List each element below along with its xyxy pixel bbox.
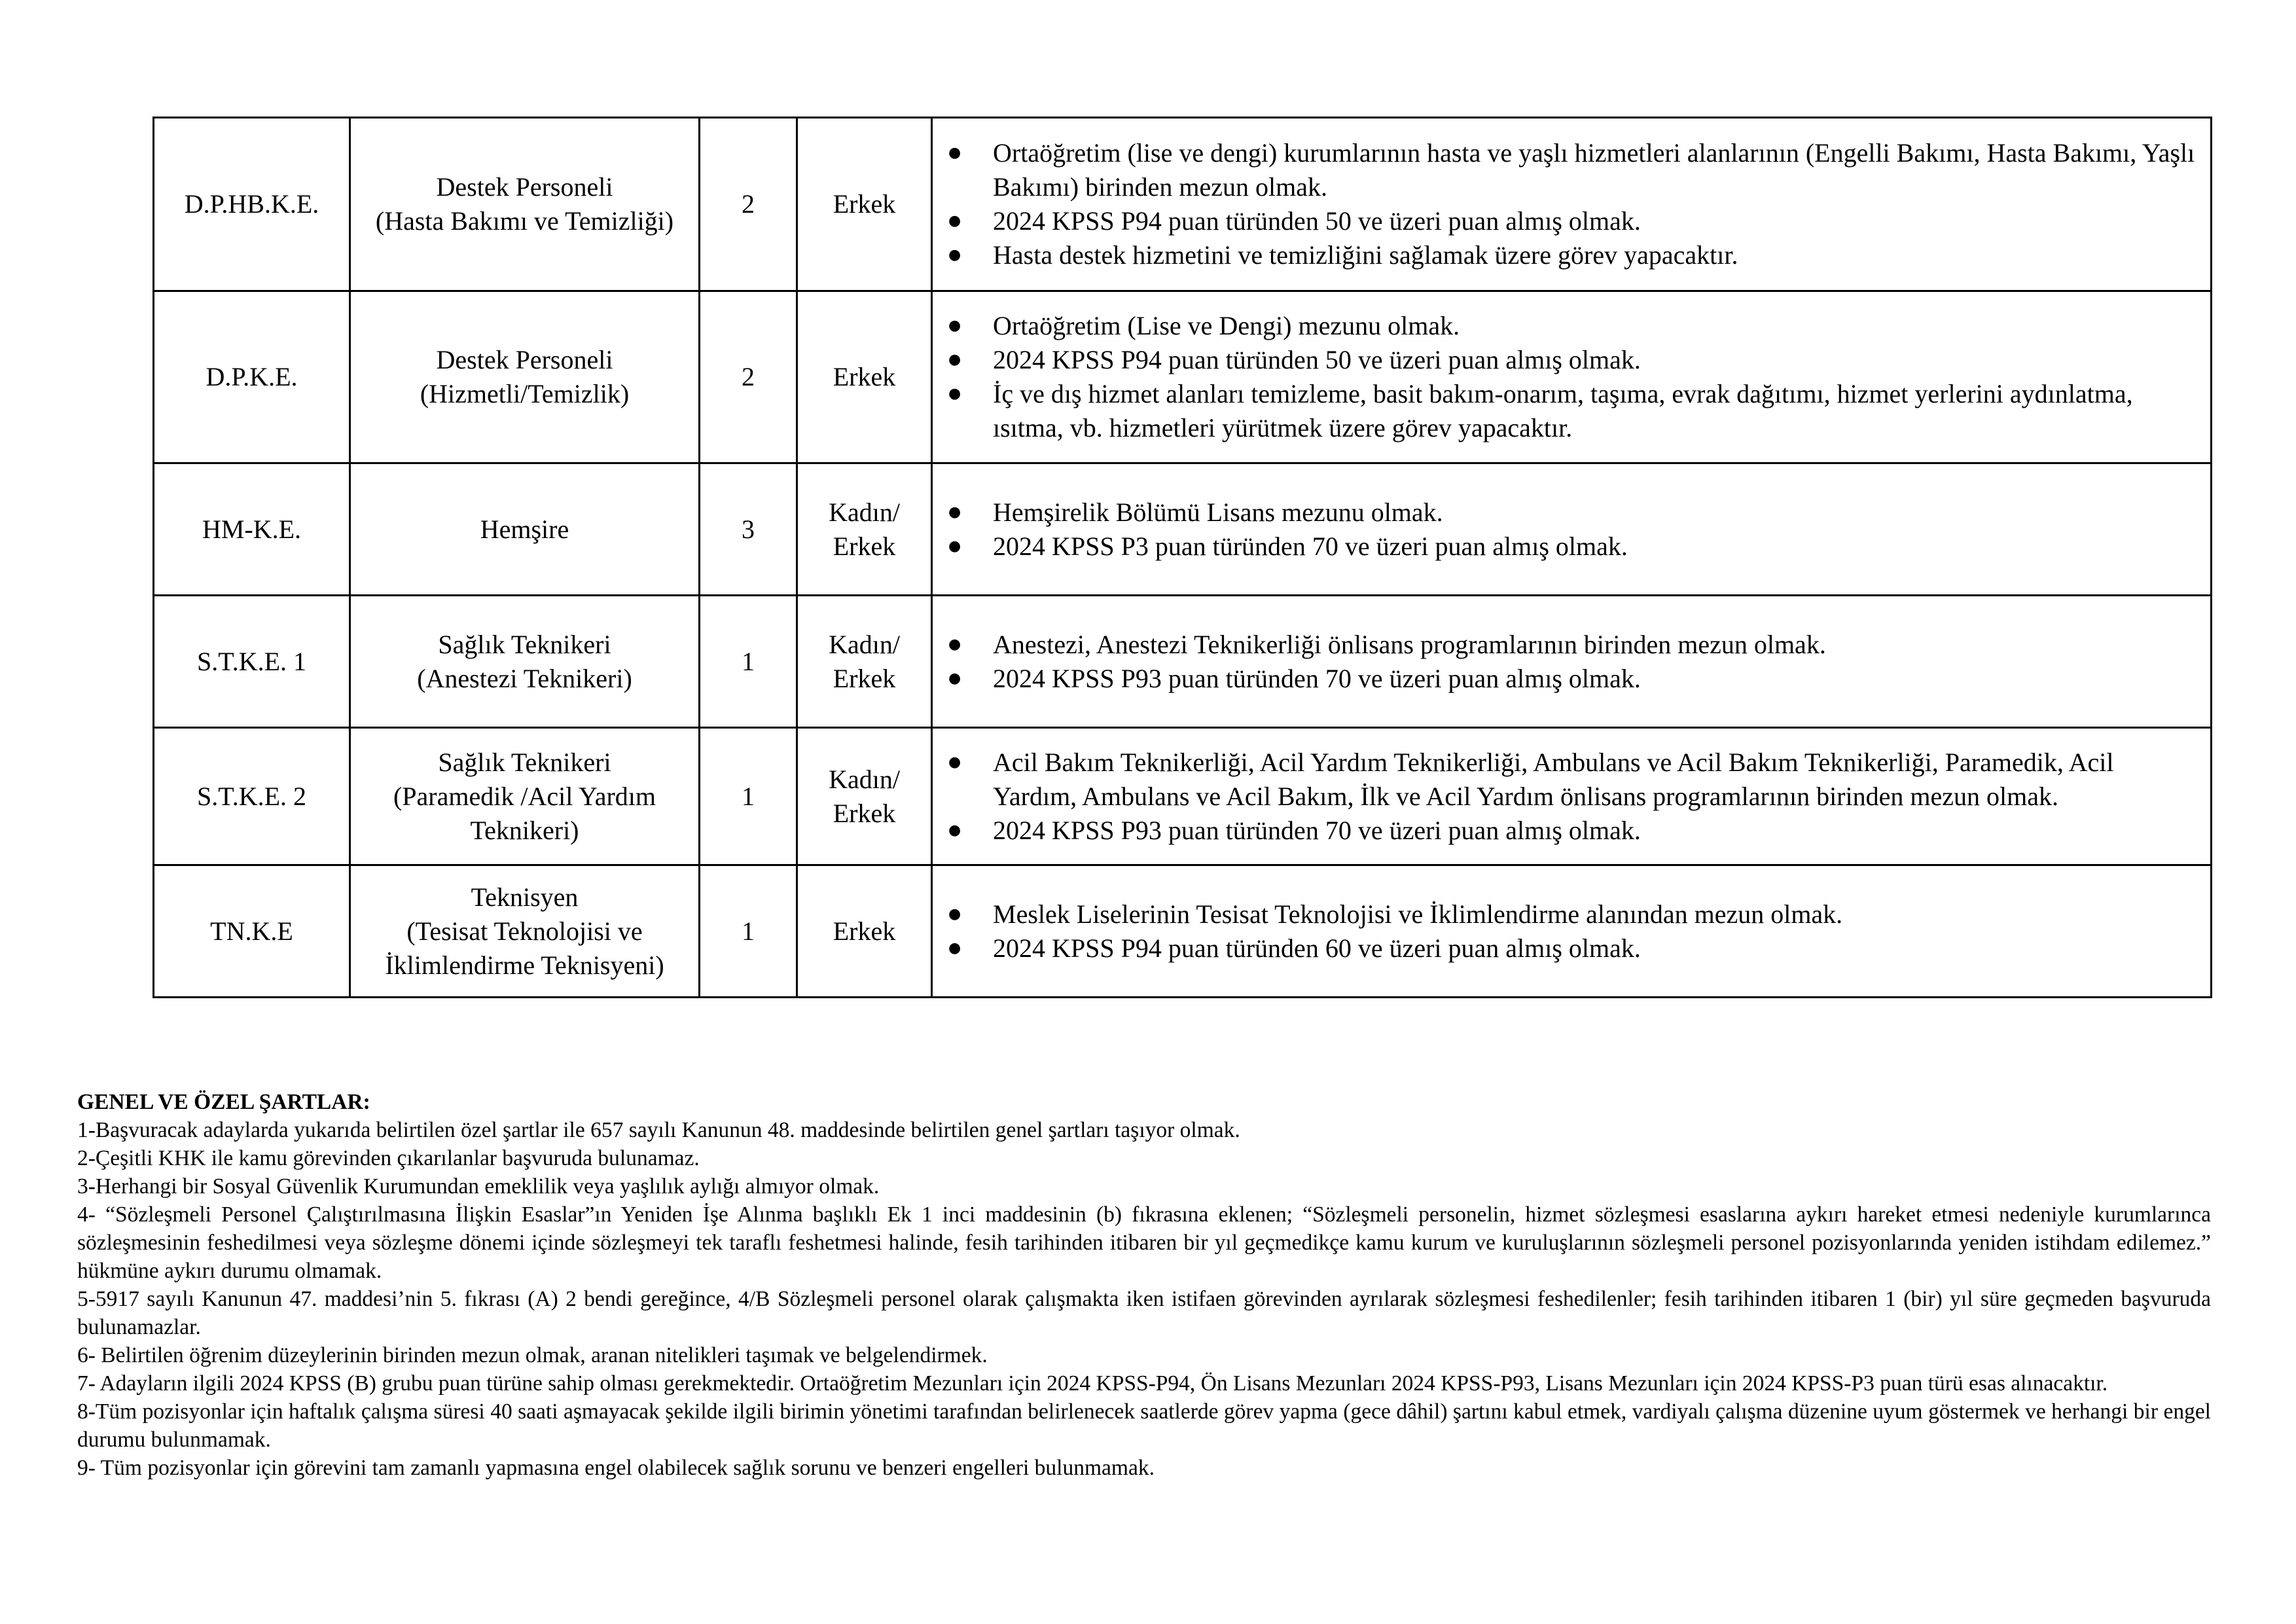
position-title-line: (Hasta Bakımı ve Temizliği) [375, 206, 674, 236]
requirement-item: ● Ortaöğretim (Lise ve Dengi) mezunu olmak. [942, 309, 2201, 343]
requirement-item: ● 2024 KPSS P3 puan türünden 70 ve üzeri puan almış olmak. [942, 530, 2201, 564]
position-code: D.P.HB.K.E. [154, 118, 350, 291]
position-title-line: Teknikeri) [470, 815, 579, 845]
requirement-item: ● 2024 KPSS P94 puan türünden 50 ve üzeri puan almış olmak. [942, 204, 2201, 238]
condition-item: 1-Başvuracak adaylarda yukarıda belirtilen özel şartlar ile 657 sayılı Kanunun 48. maddesinde belirtilen genel şartları taşıyor olmak. [77, 1118, 1240, 1142]
position-requirements [932, 596, 2212, 728]
position-title-line: (Anestezi Teknikeri) [417, 663, 632, 693]
position-code: TN.K.E [154, 865, 350, 998]
position-title [350, 291, 700, 463]
gender-line: Kadın/ [829, 764, 900, 794]
position-count: 1 [700, 728, 797, 865]
gender-line: Kadın/ [829, 629, 900, 659]
position-count: 2 [700, 291, 797, 463]
position-code: D.P.K.E. [154, 291, 350, 463]
requirements-list [942, 897, 2201, 965]
position-title-line: (Tesisat Teknolojisi ve [406, 916, 643, 946]
requirements-list [942, 496, 2201, 564]
table-row [154, 728, 2212, 865]
position-gender [797, 118, 932, 291]
gender-line: Erkek [833, 916, 896, 946]
position-title-line: Teknisyen [471, 882, 579, 912]
requirement-item: ● Anestezi, Anestezi Teknikerliği önlisans programlarının birinden mezun olmak. [942, 628, 2201, 662]
requirement-item: ● Acil Bakım Teknikerliği, Acil Yardım Teknikerliği, Ambulans ve Acil Bakım Teknikerliği, Paramedik, Acil Yardım, Ambulans ve Acil Bakım, İlk ve Acil Yardım önlisans programlarının birinden mezun olmak. [942, 746, 2201, 814]
condition-item: 8-Tüm pozisyonlar için haftalık çalışma süresi 40 saati aşmayacak şekilde ilgili birimin yönetimi tarafından belirlenecek saatlerde görev yapma (gece dâhil) şartını kabul etmek, vardiyalı çalışma düzenine uyum göstermek ve herhangi bir engel durumu bulunmamak. [77, 1399, 2211, 1452]
position-title [350, 118, 700, 291]
position-code: S.T.K.E. 2 [154, 728, 350, 865]
position-gender [797, 865, 932, 998]
conditions-list [77, 1116, 2211, 1482]
position-title [350, 596, 700, 728]
position-count: 1 [700, 596, 797, 728]
gender-line: Kadın/ [829, 497, 900, 527]
requirement-item: ● 2024 KPSS P94 puan türünden 50 ve üzeri puan almış olmak. [942, 343, 2201, 377]
condition-item: 7- Adayların ilgili 2024 KPSS (B) grubu puan türüne sahip olması gerekmektedir. Ortaöğretim Mezunları için 2024 KPSS-P94, Ön Lisans Mezunları 2024 KPSS-P93, Lisans Mezunları için 2024 KPSS-P3 puan türü esas alınacaktır. [77, 1371, 2108, 1396]
position-gender [797, 291, 932, 463]
requirement-item: ● Hasta destek hizmetini ve temizliğini sağlamak üzere görev yapacaktır. [942, 238, 2201, 272]
requirement-item: ● 2024 KPSS P93 puan türünden 70 ve üzeri puan almış olmak. [942, 814, 2201, 848]
requirement-item: ● 2024 KPSS P93 puan türünden 70 ve üzeri puan almış olmak. [942, 662, 2201, 696]
requirement-item: ● Ortaöğretim (lise ve dengi) kurumlarının hasta ve yaşlı hizmetleri alanlarının (Engelli Bakımı, Hasta Bakımı, Yaşlı Bakımı) birinden mezun olmak. [942, 136, 2201, 204]
position-count: 2 [700, 118, 797, 291]
condition-item: 9- Tüm pozisyonlar için görevini tam zamanlı yapmasına engel olabilecek sağlık sorunu ve benzeri engelleri bulunmamak. [77, 1456, 1155, 1480]
position-requirements [932, 728, 2212, 865]
requirement-item: ● Hemşirelik Bölümü Lisans mezunu olmak. [942, 496, 2201, 530]
position-count: 1 [700, 865, 797, 998]
table-row [154, 463, 2212, 596]
table-row [154, 865, 2212, 998]
position-requirements [932, 118, 2212, 291]
position-title-line: Destek Personeli [436, 345, 613, 374]
position-code: S.T.K.E. 1 [154, 596, 350, 728]
requirement-item: ● 2024 KPSS P94 puan türünden 60 ve üzeri puan almış olmak. [942, 931, 2201, 965]
table-row [154, 291, 2212, 463]
condition-item: 2-Çeşitli KHK ile kamu görevinden çıkarılanlar başvuruda bulunamaz. [77, 1146, 700, 1170]
position-title-line: Hemşire [480, 514, 569, 544]
requirements-list [942, 309, 2201, 445]
position-requirements [932, 463, 2212, 596]
gender-line: Erkek [833, 798, 896, 828]
general-conditions [77, 1088, 2211, 1482]
gender-line: Erkek [833, 663, 896, 693]
position-gender [797, 463, 932, 596]
position-title [350, 728, 700, 865]
condition-item: 3-Herhangi bir Sosyal Güvenlik Kurumundan emeklilik veya yaşlılık aylığı almıyor olmak. [77, 1174, 880, 1199]
position-gender [797, 728, 932, 865]
position-title-line: Destek Personeli [436, 172, 613, 202]
position-requirements [932, 291, 2212, 463]
position-gender [797, 596, 932, 728]
gender-line: Erkek [833, 362, 896, 391]
position-code: HM-K.E. [154, 463, 350, 596]
gender-line: Erkek [833, 531, 896, 561]
requirements-list [942, 628, 2201, 696]
condition-item: 4- “Sözleşmeli Personel Çalıştırılmasına İlişkin Esaslar”ın Yeniden İşe Alınma başlıklı Ek 1 inci maddesinin (b) fıkrasına eklenen; “Sözleşmeli personelin, hizmet sözleşmesi esaslarına aykırı hareket etmesi nedeniyle kurumlarınca sözleşmesinin feshedilmesi veya sözleşme dönemi içinde sözleşmeyi tek taraflı feshetmesi halinde, fesih tarihinden itibaren bir yıl geçmedikçe kamu kurum ve kuruluşlarının sözleşmeli personel pozisyonlarında yeniden istihdam edilemez.” hükmüne aykırı durumu olmamak. [77, 1202, 2211, 1283]
gender-line: Erkek [833, 189, 896, 219]
table-row [154, 118, 2212, 291]
positions-table [152, 117, 2212, 998]
requirement-item: ● İç ve dış hizmet alanları temizleme, basit bakım-onarım, taşıma, evrak dağıtımı, hizmet yerlerini aydınlatma, ısıtma, vb. hizmetleri yürütmek üzere görev yapacaktır. [942, 377, 2201, 445]
position-title-line: (Hizmetli/Temizlik) [420, 379, 630, 408]
position-count: 3 [700, 463, 797, 596]
position-title-line: Sağlık Teknikeri [438, 629, 611, 659]
condition-item: 5-5917 sayılı Kanunun 47. maddesi’nin 5. fıkrası (A) 2 bendi gereğince, 4/B Sözleşmeli personel olarak çalışmakta iken istifaen görevinden ayrılarak sözleşmesi feshedilenler; fesih tarihinden itibaren 1 (bir) yıl süre geçmeden başvuruda bulunamazlar. [77, 1287, 2211, 1339]
position-requirements [932, 865, 2212, 998]
requirements-list [942, 136, 2201, 272]
requirements-list [942, 746, 2201, 848]
position-title-line: (Paramedik /Acil Yardım [393, 781, 656, 811]
requirement-item: ● Meslek Liselerinin Tesisat Teknolojisi ve İklimlendirme alanından mezun olmak. [942, 897, 2201, 931]
conditions-heading: GENEL VE ÖZEL ŞARTLAR: [77, 1090, 370, 1114]
position-title-line: Sağlık Teknikeri [438, 747, 611, 777]
position-title-line: İklimlendirme Teknisyeni) [385, 950, 664, 980]
table-row [154, 596, 2212, 728]
position-title [350, 463, 700, 596]
condition-item: 6- Belirtilen öğrenim düzeylerinin birinden mezun olmak, aranan nitelikleri taşımak ve belgelendirmek. [77, 1343, 988, 1367]
position-title [350, 865, 700, 998]
